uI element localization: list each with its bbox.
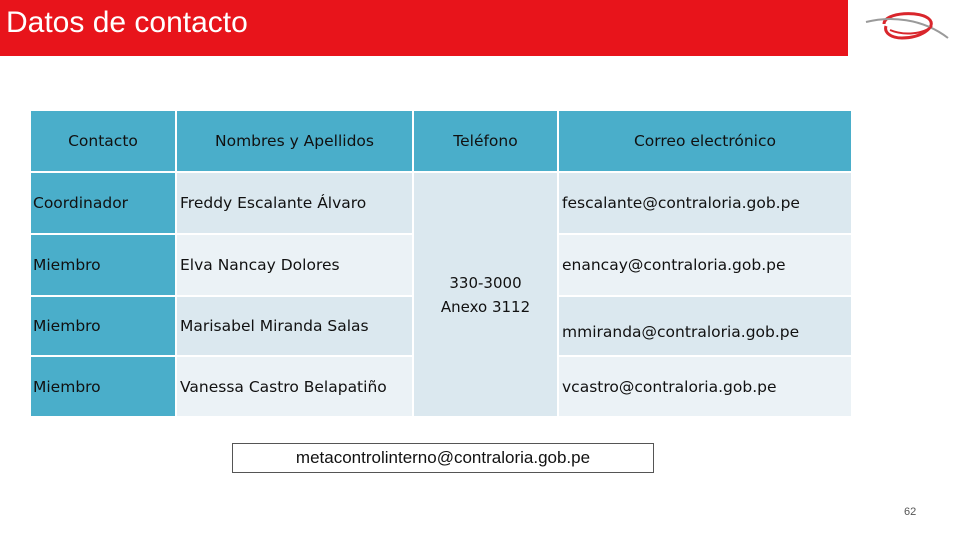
title-bar <box>0 0 848 56</box>
table-row-role: Miembro <box>31 357 175 416</box>
table-row-email[interactable]: enancay@contraloria.gob.pe <box>559 235 851 295</box>
phone-extension: Anexo 3112 <box>440 297 531 316</box>
page-title: Datos de contacto <box>6 6 248 39</box>
table-row-role: Miembro <box>31 297 175 355</box>
general-email-box[interactable]: metacontrolinterno@contraloria.gob.pe <box>232 443 654 473</box>
page-number: 62 <box>904 506 917 518</box>
table-row-email[interactable]: fescalante@contraloria.gob.pe <box>559 173 851 233</box>
table-row-email[interactable]: mmiranda@contraloria.gob.pe <box>559 297 851 355</box>
column-header-telefono: Teléfono <box>414 111 557 171</box>
table-row-name: Vanessa Castro Belapatiño <box>177 357 412 416</box>
column-header-nombres: Nombres y Apellidos <box>177 111 412 171</box>
column-header-correo: Correo electrónico <box>559 111 851 171</box>
phone-cell <box>414 173 557 416</box>
column-header-contacto: Contacto <box>31 111 175 171</box>
phone-number: 330-3000 <box>449 273 522 292</box>
table-row-name: Elva Nancay Dolores <box>177 235 412 295</box>
table-row-email[interactable]: vcastro@contraloria.gob.pe <box>559 357 851 416</box>
table-row-name: Freddy Escalante Álvaro <box>177 173 412 233</box>
contraloria-logo-icon <box>860 6 952 46</box>
table-row-role: Miembro <box>31 235 175 295</box>
table-row-name: Marisabel Miranda Salas <box>177 297 412 355</box>
table-row-role: Coordinador <box>31 173 175 233</box>
